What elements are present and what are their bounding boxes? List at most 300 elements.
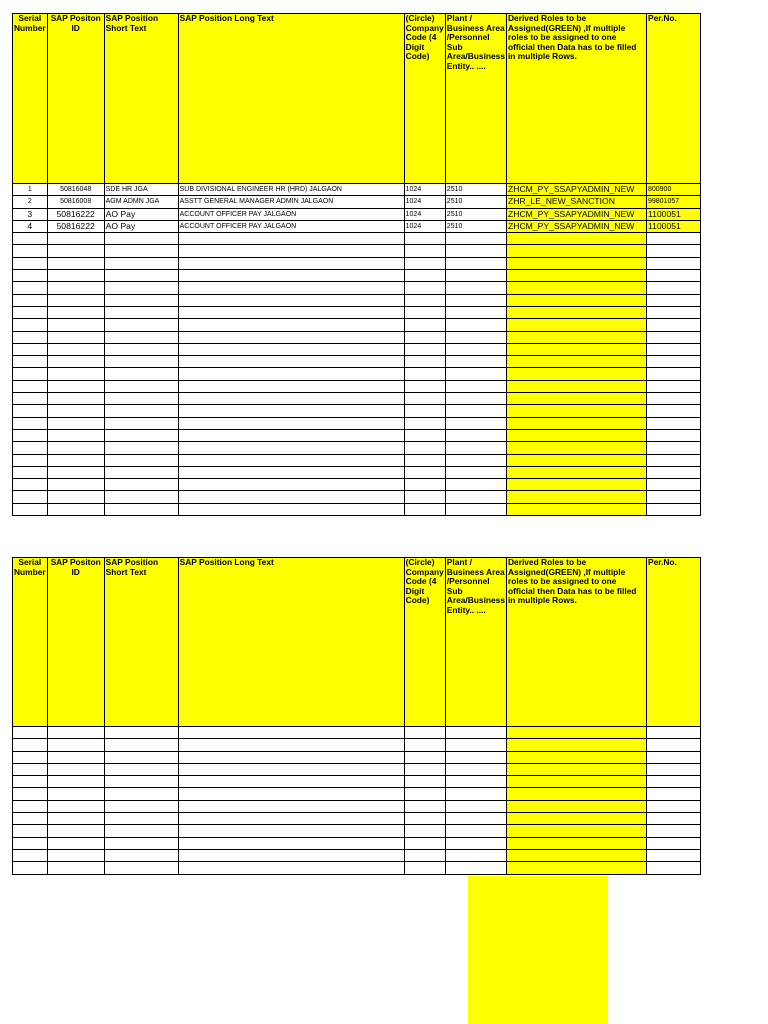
empty-cell (506, 270, 646, 282)
header-sap-position-id: SAP Positon ID (47, 558, 104, 727)
empty-table-row (13, 491, 701, 503)
role-assignment-table-2 (12, 557, 701, 875)
empty-table-row (13, 739, 701, 751)
empty-cell (445, 233, 506, 245)
empty-cell (47, 751, 104, 763)
empty-cell (646, 306, 700, 318)
empty-cell (104, 257, 178, 269)
role-cell: ZHCM_PY_SSAPYADMIN_NEW (506, 208, 646, 220)
empty-cell (404, 356, 445, 368)
empty-table-row (13, 257, 701, 269)
empty-cell (178, 356, 404, 368)
empty-cell (178, 849, 404, 861)
empty-cell (47, 356, 104, 368)
empty-cell (47, 479, 104, 491)
empty-table-row (13, 479, 701, 491)
empty-cell (445, 405, 506, 417)
empty-cell (47, 763, 104, 775)
empty-cell (13, 466, 48, 478)
empty-table-row (13, 356, 701, 368)
empty-cell (47, 331, 104, 343)
company-code-cell: 1024 (404, 196, 445, 208)
empty-cell (404, 763, 445, 775)
role-cell: ZHR_LE_NEW_SANCTION (506, 196, 646, 208)
empty-table-row (13, 849, 701, 861)
empty-cell (104, 491, 178, 503)
empty-cell (404, 405, 445, 417)
empty-cell (506, 479, 646, 491)
empty-cell (47, 306, 104, 318)
empty-cell (47, 442, 104, 454)
empty-cell (506, 282, 646, 294)
short-text-cell: AO Pay (104, 220, 178, 232)
empty-cell (506, 837, 646, 849)
empty-cell (445, 739, 506, 751)
table-row (13, 184, 701, 196)
empty-cell (445, 466, 506, 478)
empty-cell (13, 479, 48, 491)
empty-cell (13, 727, 48, 739)
empty-cell (445, 491, 506, 503)
empty-cell (104, 393, 178, 405)
empty-table-row (13, 825, 701, 837)
header-sap-position-short-text: SAP Position Short Text (104, 14, 178, 184)
empty-cell (404, 270, 445, 282)
empty-cell (506, 319, 646, 331)
per-no-cell: 800900 (646, 184, 700, 196)
empty-cell (47, 849, 104, 861)
empty-cell (445, 479, 506, 491)
empty-cell (404, 466, 445, 478)
empty-cell (13, 306, 48, 318)
plant-cell: 2510 (445, 184, 506, 196)
empty-cell (47, 813, 104, 825)
role-assignment-table-1 (12, 13, 701, 516)
empty-cell (47, 837, 104, 849)
empty-cell (404, 503, 445, 515)
empty-cell (104, 837, 178, 849)
empty-cell (13, 368, 48, 380)
empty-cell (506, 356, 646, 368)
empty-cell (404, 751, 445, 763)
empty-cell (404, 380, 445, 392)
empty-cell (178, 442, 404, 454)
empty-cell (178, 319, 404, 331)
empty-cell (178, 393, 404, 405)
empty-cell (506, 380, 646, 392)
empty-cell (47, 739, 104, 751)
empty-cell (646, 862, 700, 874)
empty-cell (13, 763, 48, 775)
empty-cell (104, 429, 178, 441)
empty-cell (104, 442, 178, 454)
empty-cell (404, 294, 445, 306)
empty-cell (646, 503, 700, 515)
empty-table-row (13, 727, 701, 739)
empty-cell (104, 343, 178, 355)
empty-cell (13, 776, 48, 788)
empty-cell (646, 282, 700, 294)
empty-cell (445, 270, 506, 282)
serial-cell: 1 (13, 184, 48, 196)
empty-cell (445, 393, 506, 405)
empty-cell (646, 343, 700, 355)
empty-cell (404, 429, 445, 441)
empty-cell (445, 356, 506, 368)
empty-table-row (13, 454, 701, 466)
empty-cell (104, 479, 178, 491)
empty-cell (646, 429, 700, 441)
empty-cell (13, 282, 48, 294)
empty-cell (404, 739, 445, 751)
empty-cell (104, 776, 178, 788)
empty-cell (506, 800, 646, 812)
empty-cell (47, 800, 104, 812)
empty-cell (404, 849, 445, 861)
empty-cell (178, 763, 404, 775)
empty-cell (445, 368, 506, 380)
empty-cell (445, 442, 506, 454)
empty-cell (13, 245, 48, 257)
empty-table-row (13, 405, 701, 417)
header-company-code: (Circle) Company Code (4 Digit Code) (404, 14, 445, 184)
empty-cell (404, 862, 445, 874)
empty-cell (506, 233, 646, 245)
empty-cell (506, 257, 646, 269)
empty-cell (178, 825, 404, 837)
empty-cell (104, 331, 178, 343)
header-sap-position-long-text: SAP Position Long Text (178, 14, 404, 184)
empty-cell (47, 319, 104, 331)
empty-cell (178, 800, 404, 812)
empty-cell (104, 739, 178, 751)
empty-cell (47, 862, 104, 874)
table-row (13, 220, 701, 232)
empty-cell (13, 417, 48, 429)
empty-cell (506, 442, 646, 454)
empty-cell (646, 788, 700, 800)
empty-cell (13, 491, 48, 503)
empty-cell (178, 417, 404, 429)
empty-cell (404, 479, 445, 491)
empty-cell (178, 479, 404, 491)
empty-cell (13, 331, 48, 343)
empty-cell (506, 466, 646, 478)
empty-cell (104, 294, 178, 306)
empty-cell (445, 837, 506, 849)
empty-cell (646, 751, 700, 763)
short-text-cell: AO Pay (104, 208, 178, 220)
empty-cell (506, 245, 646, 257)
empty-cell (445, 763, 506, 775)
empty-cell (445, 429, 506, 441)
empty-cell (506, 788, 646, 800)
empty-table-row (13, 331, 701, 343)
empty-cell (445, 282, 506, 294)
empty-cell (47, 466, 104, 478)
empty-table-row (13, 776, 701, 788)
empty-cell (47, 405, 104, 417)
empty-table-row (13, 763, 701, 775)
empty-cell (404, 813, 445, 825)
plant-cell: 2510 (445, 208, 506, 220)
empty-cell (506, 294, 646, 306)
empty-cell (404, 800, 445, 812)
empty-cell (13, 849, 48, 861)
empty-cell (646, 233, 700, 245)
empty-cell (13, 429, 48, 441)
empty-cell (13, 825, 48, 837)
empty-table-row (13, 503, 701, 515)
empty-cell (404, 306, 445, 318)
empty-table-row (13, 788, 701, 800)
empty-cell (178, 245, 404, 257)
empty-cell (646, 294, 700, 306)
empty-table-row (13, 319, 701, 331)
empty-cell (506, 825, 646, 837)
empty-table-row (13, 306, 701, 318)
empty-cell (178, 368, 404, 380)
long-text-cell: ACCOUNT OFFICER PAY JALGAON (178, 208, 404, 220)
header-plant-business-area: Plant / Business Area /Personnel Sub Area/Business Entity.. .... (445, 558, 506, 727)
empty-cell (178, 503, 404, 515)
empty-cell (646, 380, 700, 392)
empty-cell (47, 491, 104, 503)
empty-cell (178, 233, 404, 245)
empty-cell (404, 442, 445, 454)
empty-cell (104, 405, 178, 417)
empty-cell (104, 751, 178, 763)
empty-cell (178, 751, 404, 763)
empty-cell (506, 405, 646, 417)
empty-cell (178, 343, 404, 355)
serial-cell: 3 (13, 208, 48, 220)
empty-cell (104, 454, 178, 466)
empty-table-row (13, 751, 701, 763)
empty-cell (104, 503, 178, 515)
per-no-cell: 99801057 (646, 196, 700, 208)
header-sap-position-id: SAP Positon ID (47, 14, 104, 184)
empty-cell (13, 442, 48, 454)
empty-cell (47, 393, 104, 405)
empty-cell (506, 454, 646, 466)
empty-cell (47, 368, 104, 380)
empty-cell (47, 503, 104, 515)
empty-cell (13, 813, 48, 825)
empty-cell (445, 417, 506, 429)
empty-cell (646, 837, 700, 849)
empty-cell (404, 331, 445, 343)
empty-cell (646, 270, 700, 282)
empty-cell (13, 800, 48, 812)
empty-cell (178, 380, 404, 392)
empty-cell (104, 813, 178, 825)
empty-cell (47, 417, 104, 429)
long-text-cell: SUB DIVISIONAL ENGINEER HR (HRD) JALGAON (178, 184, 404, 196)
empty-cell (646, 454, 700, 466)
empty-cell (104, 788, 178, 800)
empty-cell (104, 245, 178, 257)
empty-cell (646, 800, 700, 812)
sap-id-cell: 50816008 (47, 196, 104, 208)
empty-cell (646, 331, 700, 343)
empty-cell (404, 727, 445, 739)
empty-cell (404, 825, 445, 837)
empty-table-row (13, 343, 701, 355)
empty-cell (646, 368, 700, 380)
empty-cell (646, 825, 700, 837)
empty-cell (47, 454, 104, 466)
empty-cell (104, 763, 178, 775)
long-text-cell: ASSTT GENERAL MANAGER ADMIN JALGAON (178, 196, 404, 208)
empty-cell (13, 837, 48, 849)
company-code-cell: 1024 (404, 184, 445, 196)
empty-cell (178, 837, 404, 849)
empty-cell (506, 849, 646, 861)
empty-cell (506, 776, 646, 788)
empty-cell (104, 282, 178, 294)
empty-cell (445, 245, 506, 257)
empty-cell (47, 282, 104, 294)
empty-cell (178, 405, 404, 417)
empty-cell (178, 776, 404, 788)
empty-table-row (13, 417, 701, 429)
sap-id-cell: 50816222 (47, 208, 104, 220)
empty-cell (178, 331, 404, 343)
header-serial-number: Serial Number (13, 558, 48, 727)
empty-cell (178, 294, 404, 306)
empty-cell (47, 245, 104, 257)
role-cell: ZHCM_PY_SSAPYADMIN_NEW (506, 220, 646, 232)
empty-table-row (13, 393, 701, 405)
empty-cell (178, 491, 404, 503)
short-text-cell: AGM ADMN JGA (104, 196, 178, 208)
empty-cell (404, 233, 445, 245)
empty-cell (13, 503, 48, 515)
table-row (13, 196, 701, 208)
plant-cell: 2510 (445, 220, 506, 232)
empty-cell (104, 319, 178, 331)
empty-cell (506, 306, 646, 318)
empty-cell (646, 257, 700, 269)
per-no-cell: 1100051 (646, 220, 700, 232)
empty-cell (47, 233, 104, 245)
empty-cell (506, 763, 646, 775)
empty-cell (13, 454, 48, 466)
empty-cell (13, 739, 48, 751)
empty-cell (445, 800, 506, 812)
empty-cell (646, 405, 700, 417)
header-plant-business-area: Plant / Business Area /Personnel Sub Area/Business Entity.. .... (445, 14, 506, 184)
empty-cell (13, 405, 48, 417)
per-no-cell: 1100051 (646, 208, 700, 220)
header-derived-roles: Derived Roles to be Assigned(GREEN) ,If multiple roles to be assigned to one official then Data has to be filled in multiple Rows. (506, 558, 646, 727)
empty-cell (178, 466, 404, 478)
empty-cell (445, 319, 506, 331)
empty-cell (646, 776, 700, 788)
empty-cell (506, 368, 646, 380)
empty-cell (178, 862, 404, 874)
empty-cell (47, 270, 104, 282)
empty-cell (445, 788, 506, 800)
header-company-code: (Circle) Company Code (4 Digit Code) (404, 558, 445, 727)
empty-cell (445, 257, 506, 269)
empty-cell (47, 727, 104, 739)
empty-cell (404, 491, 445, 503)
header-per-no: Per.No. (646, 14, 700, 184)
empty-cell (404, 788, 445, 800)
empty-cell (47, 825, 104, 837)
empty-table-row (13, 233, 701, 245)
empty-cell (506, 331, 646, 343)
empty-cell (13, 380, 48, 392)
empty-table-row (13, 862, 701, 874)
empty-cell (13, 393, 48, 405)
empty-cell (404, 393, 445, 405)
empty-cell (104, 466, 178, 478)
empty-cell (178, 270, 404, 282)
company-code-cell: 1024 (404, 220, 445, 232)
empty-cell (104, 368, 178, 380)
empty-cell (404, 245, 445, 257)
empty-table-row (13, 837, 701, 849)
empty-cell (646, 466, 700, 478)
empty-cell (13, 343, 48, 355)
company-code-cell: 1024 (404, 208, 445, 220)
empty-cell (47, 429, 104, 441)
empty-cell (445, 751, 506, 763)
empty-cell (445, 813, 506, 825)
empty-cell (47, 343, 104, 355)
empty-cell (404, 417, 445, 429)
empty-cell (13, 862, 48, 874)
empty-cell (104, 727, 178, 739)
empty-cell (178, 813, 404, 825)
empty-cell (646, 319, 700, 331)
empty-cell (47, 776, 104, 788)
empty-cell (646, 763, 700, 775)
empty-cell (646, 739, 700, 751)
empty-cell (404, 837, 445, 849)
empty-cell (104, 849, 178, 861)
empty-cell (404, 257, 445, 269)
short-text-cell: SDE HR JGA (104, 184, 178, 196)
long-text-cell: ACCOUNT OFFICER PAY JALGAON (178, 220, 404, 232)
empty-cell (506, 739, 646, 751)
empty-cell (404, 343, 445, 355)
empty-cell (506, 393, 646, 405)
empty-cell (104, 862, 178, 874)
empty-table-row (13, 813, 701, 825)
empty-cell (104, 356, 178, 368)
plant-cell: 2510 (445, 196, 506, 208)
empty-cell (646, 245, 700, 257)
empty-cell (445, 849, 506, 861)
empty-cell (178, 306, 404, 318)
empty-cell (445, 776, 506, 788)
empty-cell (445, 503, 506, 515)
empty-cell (13, 751, 48, 763)
empty-cell (445, 306, 506, 318)
empty-table-row (13, 442, 701, 454)
empty-cell (404, 454, 445, 466)
serial-cell: 2 (13, 196, 48, 208)
empty-cell (646, 393, 700, 405)
header-serial-number: Serial Number (13, 14, 48, 184)
empty-cell (47, 788, 104, 800)
empty-cell (646, 727, 700, 739)
empty-cell (506, 727, 646, 739)
